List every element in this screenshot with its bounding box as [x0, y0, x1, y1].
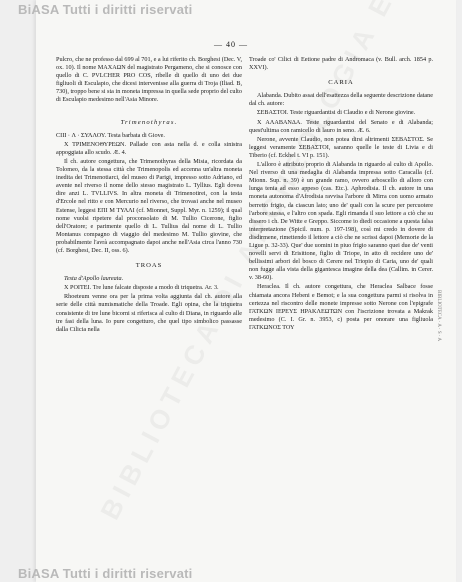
- paragraph: Rhoeteum venne ora per la prima volta aggiunta dal ch. autore alla serie delle città numismatiche della Troade. Egli opina, che la triquetra consistente di tre lune bicorni si riferisca al culto di Diana, in riguardo alle tre fasi della luna. Io pure congetturo, che quel tipo simbolico passasse dalla Cilicia nella: [56, 293, 242, 333]
- coin-legend: Χ ΤΡΙΜΕΝΟΘΥΡΕΩΝ. Pallade con asta nella d. e colla sinistra appoggiata allo scudo. Æ. 4.: [56, 140, 242, 156]
- paragraph: Heraclea. Il ch. autore congettura, che Heraclea Salbace fosse chiamata ancora Hebeni e Bemot; e la sua congettura parmi si risolva in certezza nel riscontro delle monete impresse sotto Nerone con l'epigrafe ΓΑΤΚΩΝ ΙΕΡΕΥΣ ΗΡΑΚΛΕΩΤΩΝ con l'iscrizione trovata a Makrak medesimo (C. I. Gr. n. 3953, c) posta per onorare una figliuola ΓΑΤΚΩΝΟΣ ΤΟΥ: [249, 283, 433, 331]
- coin-legend: CIII · Λ · ΣΥΛΛΟΥ. Testa barbata di Giove.: [56, 131, 165, 139]
- paragraph: Il ch. autore congettura, che Trimenothyras della Misia, ricordata da Tolomeo, da la stessa città che Trimenopolis ed accenna un'altra moneta inedita dei Trimenotiarci, del museo di Parigi, impresso sotto Adriano, ed avente nel riverso il nome dello stesso magistrato L. Tyllius. Egli dovea dire anzi L. TVLLIVS. In altra moneta di Trimenotirei, con la testa d'Ercole nel ritto e con Mercurio nel riverso, che trovasi anche nel museo Estense, leggesi ΕΠΙ Μ ΤΥΛΛΙ (cf. Mionnet, Suppl. Myr. n. 1259); il qual nome vuolsi ripetere dal proconsolato di M. Tullio Cicerone, figlio dell'Oratore; e parimente quello di L. Tullius dal nome di L. Tullio Montanus compagno di viaggio del medesimo M. Tullio giovine, che probabilmente l'avrà accompagnato dapoi anche nell'Asia circa l'anno 730 (cf. Borghesi, Dec. II, oss. 6).: [56, 157, 242, 254]
- watermark-top-text: BiASA Tutti i diritti riservati: [18, 1, 193, 17]
- watermark-bottom: [0, 564, 462, 582]
- section-title-caria: CARIA: [328, 79, 354, 87]
- paragraph: Pulcro, che ne professo dal 699 al 701, e a lui riferito ch. Borghesi (Dec. V, ox. 10). Il nome MAXAΩN del magistrato Pergameno, che si conosce con quello di C. PVLCHER PRO COS, ribelle di quello di uno dei due figliuoli di Esculapio, che dicesi intervenisse alla guerra di Troja (Iliad. B, 730), troppo bene si sta in moneta impressa in quella sede proprio del culto di Esculapio medesimo nell'Asia Minore.: [56, 56, 242, 104]
- paragraph: Troade co' Cilici di Eetione padre di Andromaca (v. Bull. arch. 1854 p. XXVI).: [249, 56, 433, 72]
- paragraph: Nerone, avvente Claudio, non potea dirsi altrimenti ΣΕΒΑΣΤΟΣ. Se leggesi veramente ΣΕΒΑΣΤΟΙ, saranno quelle le teste di Livia e di Tiberio (cf. Eckhel t. VI p. 151).: [249, 135, 433, 159]
- right-column: [249, 56, 433, 333]
- watermark-bottom-text: BiASA Tutti i diritti riservati: [18, 565, 193, 581]
- section-title-troas: TROAS: [135, 262, 163, 270]
- section-title-trimenothyras: Trimenothyras.: [120, 118, 178, 126]
- watermark-top: [0, 0, 462, 18]
- paragraph: L'alloro è attributo proprio di Alabanda in riguardo al culto di Apollo. Nel riverso di una medaglia di Alabanda impressa sotto Caracalla (cf. Mionn. Sup. n. 39) è un grande ramo, ovvero arboscello di alloro con lunga tenia ad esso appeso (cas. Etc.). Aphrodisia. Il ch. autore in una moneta autonoma d'Afrodisia ravvisa l'arbore di Mirra con uomo armato berretto frigio, da ciascun lato; uno de' quali con la scure per percuotere l'arbore stessa, e l'altro con spada. Egli rimanda il suo lettore a ciò che su dissero i ch. De Witte e Greppo. Siccome io diedi occasione a questa falsa interpretazione (Spicil. num. p. 197-198), così mi credo in dovere di disdirmene, rimettendo il lettore a ciò che ne scrissi dapoi (Memorie de la Ligue p. 32-33). Que' due uomini in piuo frigio saranno quei due de' venti novelli servi di Erisittone, figlio di Triope, in atto di recidere uno de' bellissimi arbori del bosco di Cerere nel Triopio di Caria, uno de' quali non fugge alla vista della gigantesca imagine della dea (Callim. in Cerer. v. 38-60).: [249, 161, 433, 282]
- coin-legend: Χ ΑΛΑΒΑΝΔΑ. Teste riguardantisi del Senato e di Alabanda; quest'ultima con ramicello di lauro in seno. Æ. 6.: [249, 118, 433, 134]
- paragraph: Alabanda. Dubito assai dell'esattezza della seguente descrizione datane dal ch. autore:: [249, 92, 434, 108]
- page-number: — 40 —: [214, 40, 248, 49]
- coin-legend: ΣΕΒΑΣΤΟΙ. Teste riguardantisi di Claudio e di Nerone giovine.: [257, 109, 416, 117]
- coin-legend: Testa d'Apollo laureata.: [64, 275, 124, 283]
- coin-legend: Χ ΡΟΙΤΕΙ. Tre lune falcate disposte a modo di triquetra. Ar. 3.: [64, 284, 219, 292]
- left-column: [56, 56, 242, 335]
- margin-stamp: BIBLIOTECA · A · S · A: [436, 290, 441, 342]
